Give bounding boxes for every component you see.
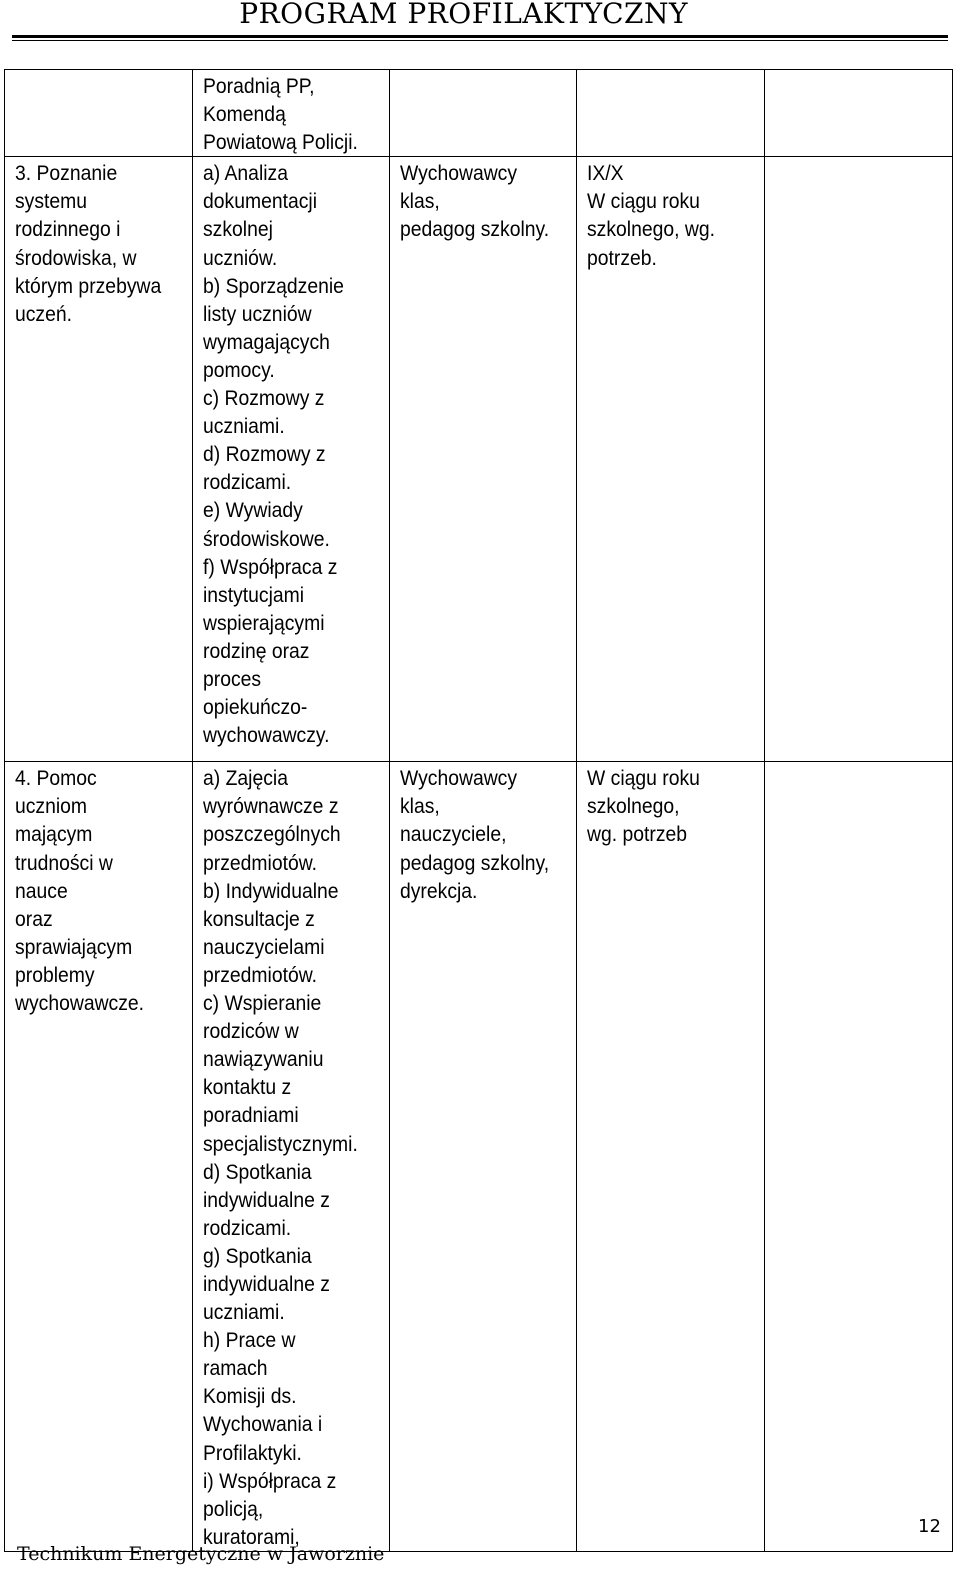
forms-cell: Poradnią PP, Komendą Powiatową Policji.	[193, 70, 390, 157]
responsible-cell	[390, 70, 577, 157]
deadline-cell: IX/X W ciągu roku szkolnego, wg. potrzeb.	[577, 157, 765, 762]
header-rule-thin	[12, 40, 948, 41]
deadline-cell: W ciągu roku szkolnego, wg. potrzeb	[577, 762, 765, 1552]
page-header-title: PROGRAM PROFILAKTYCZNY	[239, 0, 688, 30]
table-row	[5, 157, 953, 762]
notes-cell	[765, 70, 953, 157]
program-table	[4, 69, 953, 1552]
notes-cell	[765, 157, 953, 762]
task-cell: 4. Pomoc uczniom mającym trudności w nauce oraz sprawiającym problemy wychowawcze.	[5, 762, 193, 1552]
deadline-cell	[577, 70, 765, 157]
page-number: 12	[918, 1516, 941, 1537]
forms-cell: a) Zajęcia wyrównawcze z poszczególnych przedmiotów. b) Indywidualne konsultacje z nauczycielami przedmiotów. c) Wspieranie rodziców w nawiązywaniu kontaktu z poradniami specjalistycznymi. d) Spotkania indywidualne z rodzicami. g) Spotkania indywidualne z uczniami. h) Prace w ramach Komisji ds. Wychowania i Profilaktyki. i) Współpraca z policją, kuratorami,	[193, 762, 390, 1552]
task-cell: 3. Poznanie systemu rodzinnego i środowiska, w którym przebywa uczeń.	[5, 157, 193, 762]
footer-school-name: Technikum Energetyczne w Jaworznie	[17, 1543, 385, 1565]
forms-cell: a) Analiza dokumentacji szkolnej uczniów. b) Sporządzenie listy uczniów wymagających pomocy. c) Rozmowy z uczniami. d) Rozmowy z rodzicami. e) Wywiady środowiskowe. f) Współpraca z instytucjami wspierającymi rodzinę oraz proces opiekuńczo- wychowawczy.	[193, 157, 390, 762]
header-rule	[12, 35, 948, 38]
table-row	[5, 762, 953, 1552]
responsible-cell: Wychowawcy klas, pedagog szkolny.	[390, 157, 577, 762]
notes-cell	[765, 762, 953, 1552]
task-cell	[5, 70, 193, 157]
table-row	[5, 70, 953, 157]
responsible-cell: Wychowawcy klas, nauczyciele, pedagog szkolny, dyrekcja.	[390, 762, 577, 1552]
